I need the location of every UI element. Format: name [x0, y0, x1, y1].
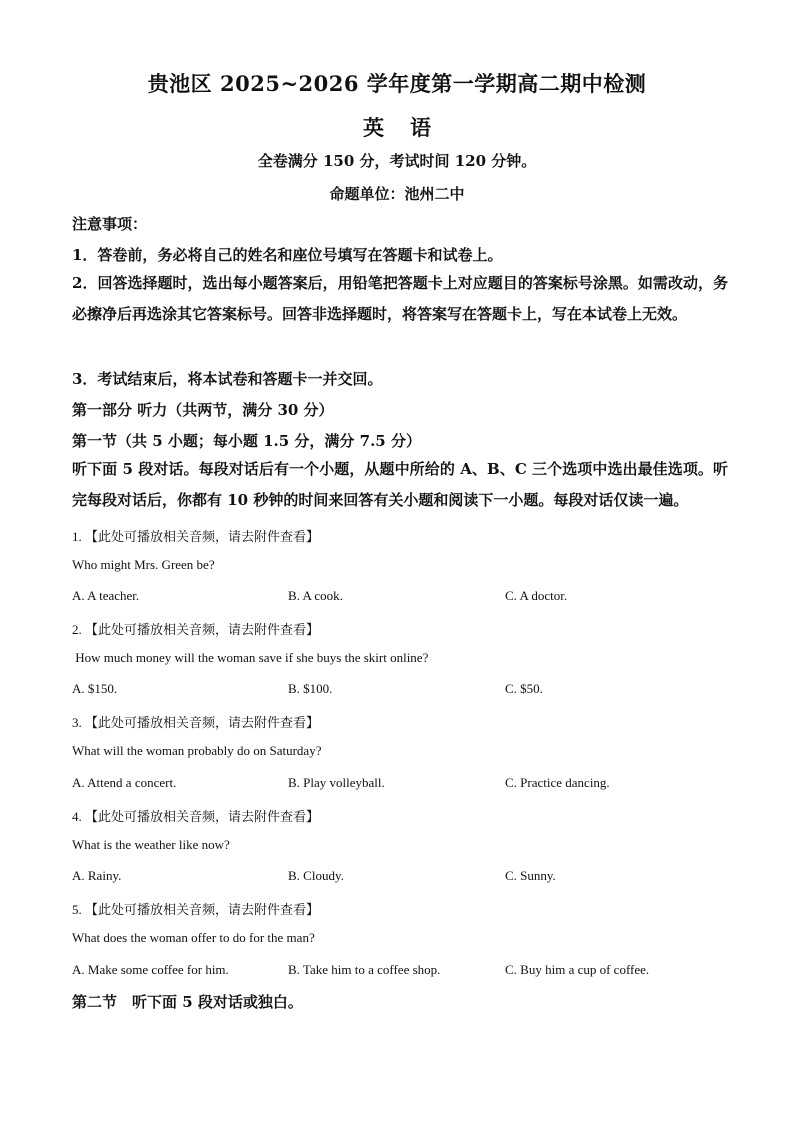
- option-b: B. $100.: [288, 681, 333, 696]
- section1-instruction: 听下面 5 段对话。每段对话后有一个小题，从题中所给的 A、B、C 三个选项中选出最佳选项。听完每段对话后，你都有 10 秒钟的时间来回答有关小题和阅读下一小题。每段对话仅读一遍。: [72, 460, 728, 509]
- question-5-options: [72, 962, 728, 980]
- option-b: B. Take him to a coffee shop.: [288, 962, 441, 977]
- section2-heading: 第二节 听下面 5 段对话或独白。: [72, 993, 303, 1011]
- question-number: 1.: [72, 529, 82, 544]
- question-5-audio: [72, 899, 728, 918]
- question-number: 4.: [72, 809, 82, 824]
- option-b: B. Play volleyball.: [288, 775, 385, 790]
- question-4-audio: [72, 806, 728, 825]
- option-c: C. A doctor.: [505, 588, 568, 603]
- question-1-stem: Who might Mrs. Green be?: [72, 557, 215, 572]
- score-info: 全卷满分 150 分，考试时间 120 分钟。: [257, 152, 537, 170]
- notes-heading: 注意事项：: [72, 215, 148, 233]
- option-c: C. Practice dancing.: [505, 775, 610, 790]
- option-a: A. Make some coffee for him.: [72, 962, 229, 977]
- question-2-options: [72, 681, 728, 699]
- option-b: B. Cloudy.: [288, 868, 344, 883]
- question-3-audio: [72, 712, 728, 731]
- audio-note: 【此处可播放相关音频，请去附件查看】: [85, 810, 320, 825]
- option-a: A. $150.: [72, 681, 118, 696]
- question-number: 5.: [72, 902, 82, 917]
- option-a: A. A teacher.: [72, 588, 140, 603]
- option-c: C. Buy him a cup of coffee.: [505, 962, 650, 977]
- question-4-options: [72, 868, 728, 886]
- part1-heading: 第一部分 听力（共两节，满分 30 分）: [72, 401, 334, 419]
- question-4-stem: What is the weather like now?: [72, 837, 230, 852]
- question-3-stem: What will the woman probably do on Saturday?: [72, 743, 322, 758]
- question-3-options: [72, 775, 728, 793]
- option-c: C. Sunny.: [505, 868, 556, 883]
- option-a: A. Rainy.: [72, 868, 122, 883]
- question-2-stem: How much money will the woman save if she buys the skirt online?: [72, 650, 429, 665]
- audio-note: 【此处可播放相关音频，请去附件查看】: [85, 716, 320, 731]
- author-unit: 命题单位：池州二中: [329, 185, 465, 203]
- section1-heading: 第一节（共 5 小题；每小题 1.5 分，满分 7.5 分）: [72, 432, 421, 450]
- question-1-audio: [72, 526, 728, 545]
- exam-title: 贵池区 2025~2026 学年度第一学期高二期中检测: [147, 71, 647, 96]
- question-2-audio: [72, 619, 728, 638]
- question-1-options: [72, 588, 728, 606]
- option-b: B. A cook.: [288, 588, 343, 603]
- audio-note: 【此处可播放相关音频，请去附件查看】: [85, 903, 320, 918]
- question-number: 3.: [72, 715, 82, 730]
- note-item-2: 2．回答选择题时，选出每小题答案后，用铅笔把答题卡上对应题目的答案标号涂黑。如需改动，务必擦净后再选涂其它答案标号。回答非选择题时，将答案写在答题卡上，写在本试卷上无效。: [72, 274, 728, 323]
- audio-note: 【此处可播放相关音频，请去附件查看】: [85, 623, 320, 638]
- note-item-3: 3．考试结束后，将本试卷和答题卡一并交回。: [72, 370, 383, 388]
- subject-title: 英语: [363, 115, 457, 140]
- note-item-1: 1．答卷前，务必将自己的姓名和座位号填写在答题卡和试卷上。: [72, 246, 503, 264]
- question-number: 2.: [72, 622, 82, 637]
- option-c: C. $50.: [505, 681, 543, 696]
- question-5-stem: What does the woman offer to do for the man?: [72, 930, 315, 945]
- audio-note: 【此处可播放相关音频，请去附件查看】: [85, 530, 320, 545]
- option-a: A. Attend a concert.: [72, 775, 177, 790]
